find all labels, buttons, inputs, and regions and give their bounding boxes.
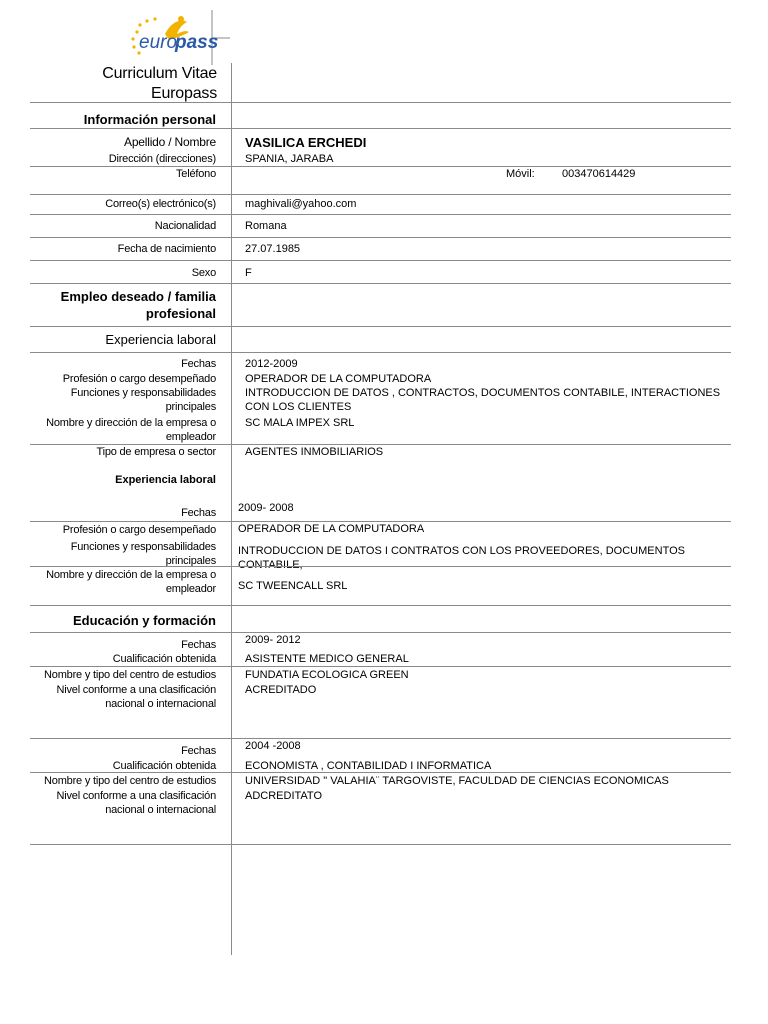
name-value: VASILICA ERCHEDI <box>245 135 367 150</box>
name-label: Apellido / Nombre <box>124 135 216 149</box>
logo-text-euro: euro <box>139 32 178 53</box>
edu1-level-label-line1: Nivel conforme a una clasificación <box>56 684 216 696</box>
exp1-duties-label <box>71 386 216 414</box>
divider <box>30 128 731 129</box>
exp2-duties-line2: CONTABILE, <box>238 559 303 571</box>
exp1-sector-label: Tipo de empresa o sector <box>96 446 216 458</box>
section-heading-experience-2: Experiencia laboral <box>115 474 216 486</box>
exp2-duties-label <box>71 540 216 568</box>
divider <box>30 194 731 195</box>
sex-label: Sexo <box>191 267 216 279</box>
europass-logo <box>125 10 235 65</box>
edu1-level-label <box>57 683 217 711</box>
address-label: Dirección (direcciones) <box>108 153 216 165</box>
edu2-qual-label: Cualificación obtenida <box>112 760 216 772</box>
cv-title <box>102 64 217 104</box>
edu1-dates-label: Fechas <box>181 639 216 651</box>
cv-title-line2: Europass <box>151 85 217 102</box>
exp1-duties-line2: CON LOS CLIENTES <box>245 401 352 413</box>
edu1-level-label-line2: nacional o internacional <box>105 698 216 710</box>
exp2-duties-label-line1: Funciones y responsabilidades <box>70 541 216 553</box>
edu1-qual-value: ASISTENTE MEDICO GENERAL <box>245 653 409 665</box>
edu1-level-value: ACREDITADO <box>245 684 317 696</box>
divider <box>30 102 731 103</box>
section-heading-desired-job <box>61 288 216 322</box>
section-heading-experience: Experiencia laboral <box>105 332 216 347</box>
edu1-center-value: FUNDATIA ECOLOGICA GREEN <box>245 669 409 681</box>
edu2-level-value: ADCREDITATO <box>245 790 323 802</box>
exp2-employer-label-line1: Nombre y dirección de la empresa o <box>46 569 216 581</box>
section-heading-education: Educación y formación <box>72 613 216 628</box>
divider <box>30 260 731 261</box>
edu1-center-label: Nombre y tipo del centro de estudios <box>44 669 216 681</box>
edu1-dates-value: 2009- 2012 <box>245 634 301 646</box>
edu2-center-label: Nombre y tipo del centro de estudios <box>44 775 216 787</box>
exp2-position-value: OPERADOR DE LA COMPUTADORA <box>238 523 425 535</box>
divider <box>30 326 731 327</box>
edu2-qual-value: ECONOMISTA , CONTABILIDAD I INFORMATICA <box>245 760 492 772</box>
divider <box>30 283 731 284</box>
exp1-duties-label-line2: principales <box>165 401 216 413</box>
divider <box>30 566 731 567</box>
exp1-employer-label-line2: empleador <box>165 431 216 443</box>
exp2-employer-value: SC TWEENCALL SRL <box>238 580 348 592</box>
edu2-level-label-line1: Nivel conforme a una clasificación <box>56 790 216 802</box>
section-heading-personal: Información personal <box>83 112 216 127</box>
birth-value: 27.07.1985 <box>245 243 301 255</box>
edu2-dates-label: Fechas <box>181 745 216 757</box>
divider <box>30 214 731 215</box>
mobile-value: 003470614429 <box>562 168 636 180</box>
edu2-level-label-line2: nacional o internacional <box>105 804 216 816</box>
edu2-level-label <box>57 789 217 817</box>
email-label: Correo(s) electrónico(s) <box>105 198 216 210</box>
phone-label: Teléfono <box>176 168 216 180</box>
mobile-label: Móvil: <box>506 168 535 180</box>
edu1-qual-label: Cualificación obtenida <box>112 653 216 665</box>
divider <box>30 605 731 606</box>
exp1-employer-label-line1: Nombre y dirección de la empresa o <box>46 417 216 429</box>
edu2-center-value: UNIVERSIDAD " VALAHIA¨ TARGOVISTE, FACULDAD DE CIENCIAS ECONOMICAS <box>245 775 669 787</box>
nationality-label: Nacionalidad <box>154 220 216 232</box>
divider <box>30 237 731 238</box>
exp1-employer-value: SC MALA IMPEX SRL <box>245 417 355 429</box>
divider <box>30 352 731 353</box>
exp1-employer-label <box>46 416 216 444</box>
exp1-sector-value: AGENTES INMOBILIARIOS <box>245 446 384 458</box>
column-divider <box>231 63 232 955</box>
desired-line2: profesional <box>145 306 216 321</box>
divider <box>30 666 731 667</box>
exp1-duties-label-line1: Funciones y responsabilidades <box>70 387 216 399</box>
exp2-employer-label <box>46 568 216 596</box>
logo-text-pass: pass <box>175 32 219 53</box>
exp2-position-label: Profesión o cargo desempeñado <box>62 524 216 536</box>
edu2-dates-value: 2004 -2008 <box>245 740 301 752</box>
cv-title-line1: Curriculum Vitae <box>102 65 217 82</box>
exp2-employer-label-line2: empleador <box>165 583 216 595</box>
divider <box>30 844 731 845</box>
sex-value: F <box>245 267 252 279</box>
exp1-duties-value <box>245 386 720 414</box>
divider <box>30 772 731 773</box>
birth-label: Fecha de nacimiento <box>117 243 216 255</box>
exp2-duties-label-line2: principales <box>165 555 216 567</box>
desired-line1: Empleo deseado / familia <box>60 289 216 304</box>
exp2-duties-value <box>238 544 685 572</box>
exp1-position-label: Profesión o cargo desempeñado <box>62 373 216 385</box>
divider <box>30 738 731 739</box>
exp2-dates-label: Fechas <box>181 507 216 519</box>
exp2-duties-line1: INTRODUCCION DE DATOS I CONTRATOS CON LOS PROVEEDORES, DOCUMENTOS <box>238 545 685 557</box>
address-value: SPANIA, JARABA <box>245 153 334 165</box>
exp1-dates-value: 2012-2009 <box>245 358 298 370</box>
nationality-value: Romana <box>245 220 287 232</box>
divider <box>30 632 731 633</box>
exp1-duties-line1: INTRODUCCION DE DATOS , CONTRACTOS, DOCUMENTOS CONTABILE, INTERACTIONES <box>245 387 721 399</box>
exp2-dates-value: 2009- 2008 <box>238 502 294 514</box>
exp1-dates-label: Fechas <box>181 358 216 370</box>
exp1-position-value: OPERADOR DE LA COMPUTADORA <box>245 373 432 385</box>
email-value: maghivali@yahoo.com <box>245 198 357 210</box>
